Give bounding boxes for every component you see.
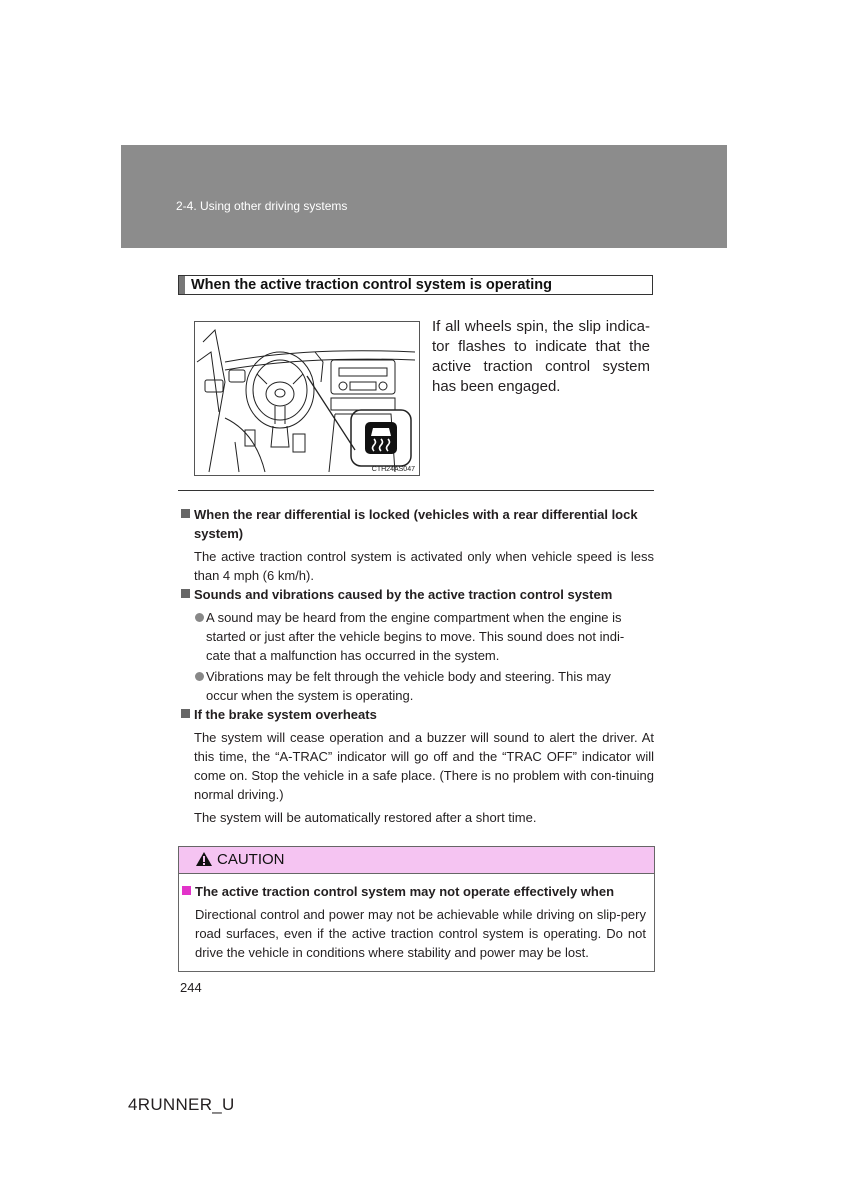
intro-text: If all wheels spin, the slip indica-tor flashes to indicate that the active traction control system has been engaged. bbox=[432, 318, 650, 395]
note-heading-text: If the brake system overheats bbox=[194, 707, 377, 722]
list-item bbox=[178, 667, 654, 705]
round-bullet-icon bbox=[195, 613, 204, 622]
breadcrumb: 2-4. Using other driving systems bbox=[176, 199, 348, 213]
note-heading bbox=[178, 505, 654, 543]
list-item-text: A sound may be heard from the engine compartment when the engine is started or just after the vehicle begins to move. This sound does not indi-cate that a malfunction has occurred in the system. bbox=[206, 610, 625, 663]
note-heading-text: When the rear differential is locked (vehicles with a rear differential lock system) bbox=[194, 507, 638, 541]
caution-heading bbox=[179, 882, 654, 901]
caution-header bbox=[179, 847, 654, 874]
warning-icon bbox=[195, 851, 213, 867]
note-rear-differential bbox=[178, 505, 654, 585]
section-title: When the active traction control system is operating bbox=[191, 277, 552, 293]
caution-paragraph: Directional control and power may not be achievable while driving on slip-pery road surfaces, even if the active traction control system is operating. Do not drive the vehicle in conditions where stability and power may be lost. bbox=[195, 907, 646, 960]
figure-code: CTH24AS047 bbox=[371, 466, 415, 473]
square-bullet-icon bbox=[182, 886, 191, 895]
section-title-box bbox=[178, 275, 653, 295]
slip-indicator-icon bbox=[365, 422, 397, 454]
caution-heading-text: The active traction control system may not operate effectively when bbox=[195, 884, 615, 899]
square-bullet-icon bbox=[181, 709, 190, 718]
divider bbox=[178, 490, 654, 491]
page-number: 244 bbox=[180, 980, 202, 995]
section-title-bar bbox=[179, 276, 185, 294]
round-bullet-icon bbox=[195, 672, 204, 681]
note-sounds-vibrations bbox=[178, 585, 654, 705]
list-item-text: Vibrations may be felt through the vehicle body and steering. This may occur when the system is operating. bbox=[206, 669, 611, 703]
note-heading bbox=[178, 585, 654, 604]
square-bullet-icon bbox=[181, 509, 190, 518]
note-paragraph: The system will be automatically restored after a short time. bbox=[194, 810, 537, 825]
note-brake-overheat bbox=[178, 705, 654, 827]
caution-box bbox=[178, 846, 655, 972]
list-item bbox=[178, 608, 654, 665]
note-paragraph: The system will cease operation and a buzzer will sound to alert the driver. At this time, the “A-TRAC” indicator will go off and the “TRAC OFF” indicator will come on. Stop the vehicle in a safe place. (There is no problem with con-tinuing normal driving.) bbox=[194, 730, 654, 802]
square-bullet-icon bbox=[181, 589, 190, 598]
note-paragraph: The active traction control system is activated only when vehicle speed is less than 4 mph (6 km/h). bbox=[194, 549, 654, 583]
dashboard-illustration bbox=[194, 321, 420, 476]
model-code: 4RUNNER_U bbox=[128, 1095, 235, 1114]
caution-body bbox=[179, 882, 654, 962]
note-heading-text: Sounds and vibrations caused by the active traction control system bbox=[194, 587, 613, 602]
caution-label: CAUTION bbox=[217, 851, 285, 868]
header-band bbox=[121, 145, 727, 248]
note-heading bbox=[178, 705, 654, 724]
dashboard-drawing bbox=[195, 322, 421, 477]
